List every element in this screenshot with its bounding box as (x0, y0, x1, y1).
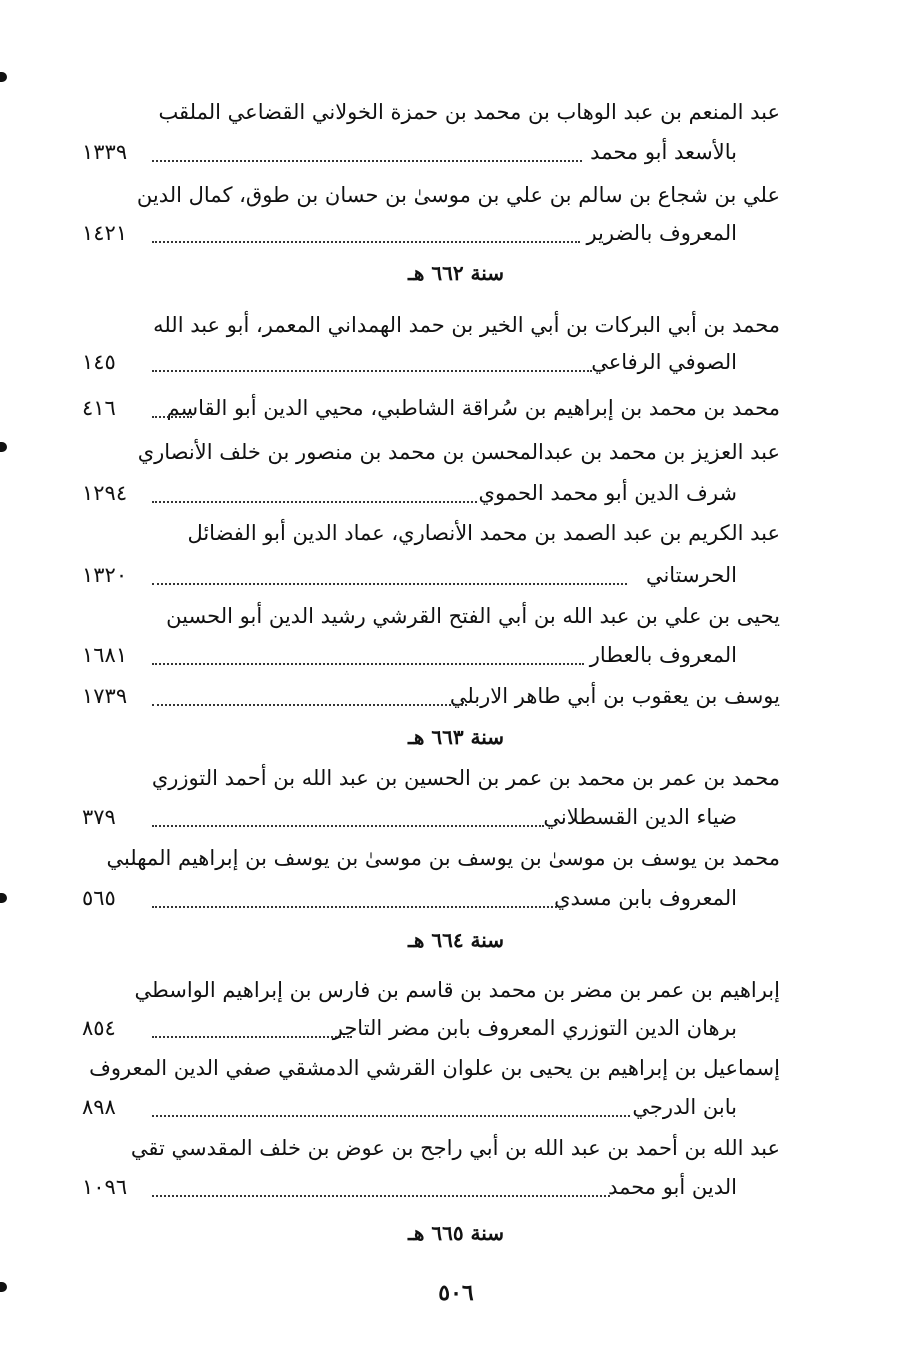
entry-line-2: الصوفي الرفاعي (591, 350, 737, 374)
entry-line-2: بابن الدرجي (632, 1095, 737, 1119)
leader-dots (152, 1036, 352, 1038)
leader-dots (152, 583, 627, 585)
leader-dots (152, 1115, 630, 1117)
leader-dots (152, 416, 192, 418)
entry-line-2: الدين أبو محمد (608, 1175, 737, 1199)
leader-dots (152, 663, 584, 665)
edge-mark (0, 893, 7, 903)
entry-line-2: المعروف بابن مسدي (554, 886, 737, 910)
entry-line-1: يحيى بن علي بن عبد الله بن أبي الفتح القرشي رشيد الدين أبو الحسين (166, 604, 780, 628)
entry-line-1: عبد العزيز بن محمد بن عبدالمحسن بن محمد بن منصور بن خلف الأنصاري (137, 440, 780, 464)
entry-line-1: عبد الله بن أحمد بن عبد الله بن أبي راجح بن عوض بن خلف المقدسي تقي (130, 1136, 780, 1160)
page-ref: ٤١٦ (82, 396, 116, 420)
entry-line-1: محمد بن أبي البركات بن أبي الخير بن حمد الهمداني المعمر، أبو عبد الله (153, 313, 780, 337)
leader-dots (152, 160, 582, 162)
page-ref: ١٤٥ (82, 350, 116, 374)
leader-dots (152, 906, 560, 908)
page-ref: ٣٧٩ (82, 805, 116, 829)
entry-line-1: محمد بن محمد بن إبراهيم بن سُراقة الشاطبي، محيي الدين أبو القاسم (166, 396, 780, 420)
entry-line-2: بالأسعد أبو محمد (590, 140, 737, 164)
page-number: ٥٠٦ (438, 1280, 474, 1306)
year-heading: سنة ٦٦٥ هـ (407, 1221, 505, 1245)
page-ref: ١٢٩٤ (82, 481, 128, 505)
entry-line-1: محمد بن عمر بن محمد بن عمر بن الحسين بن عبد الله بن أحمد التوزري (151, 766, 780, 790)
entry-line-2: المعروف بالضرير (586, 221, 737, 245)
page-ref: ١٠٩٦ (82, 1175, 128, 1199)
page-ref: ١٧٣٩ (82, 684, 128, 708)
entry-line-1: عبد الكريم بن عبد الصمد بن محمد الأنصاري، عماد الدين أبو الفضائل (187, 521, 780, 545)
entry-line-2: برهان الدين التوزري المعروف بابن مضر التاجر (332, 1016, 737, 1040)
entry-line-2: شرف الدين أبو محمد الحموي (478, 481, 737, 505)
leader-dots (152, 370, 592, 372)
page-ref: ١٣٢٠ (82, 563, 128, 587)
year-heading: سنة ٦٦٤ هـ (407, 928, 505, 952)
leader-dots (152, 825, 544, 827)
year-heading: سنة ٦٦٢ هـ (407, 261, 505, 285)
entry-line-1: علي بن شجاع بن سالم بن علي بن موسىٰ بن حسان بن طوق، كمال الدين (136, 183, 780, 207)
leader-dots (152, 1195, 610, 1197)
leader-dots (152, 501, 477, 503)
leader-dots (152, 241, 580, 243)
leader-dots (152, 704, 467, 706)
page-ref: ١٦٨١ (82, 643, 128, 667)
entry-line-1: عبد المنعم بن عبد الوهاب بن محمد بن حمزة الخولاني القضاعي الملقب (158, 100, 780, 124)
page-ref: ١٣٣٩ (82, 140, 128, 164)
page-ref: ٨٥٤ (82, 1016, 116, 1040)
entry-line-1: إسماعيل بن إبراهيم بن يحيى بن علوان القرشي الدمشقي صفي الدين المعروف (89, 1056, 780, 1080)
entry-line-1: محمد بن يوسف بن موسىٰ بن يوسف بن موسىٰ بن يوسف بن إبراهيم المهلبي (106, 846, 780, 870)
page-ref: ٥٦٥ (82, 886, 116, 910)
page-ref: ١٤٢١ (82, 221, 128, 245)
edge-mark (0, 442, 7, 452)
edge-mark (0, 72, 7, 82)
entry-line-1: إبراهيم بن عمر بن مضر بن محمد بن قاسم بن فارس بن إبراهيم الواسطي (134, 978, 780, 1002)
page-ref: ٨٩٨ (82, 1095, 116, 1119)
entry-line-1: يوسف بن يعقوب بن أبي طاهر الاربلي (449, 684, 780, 708)
entry-line-2: الحرستاني (645, 563, 737, 587)
entry-line-2: المعروف بالعطار (589, 643, 737, 667)
entry-line-2: ضياء الدين القسطلاني (543, 805, 737, 829)
year-heading: سنة ٦٦٣ هـ (407, 725, 505, 749)
